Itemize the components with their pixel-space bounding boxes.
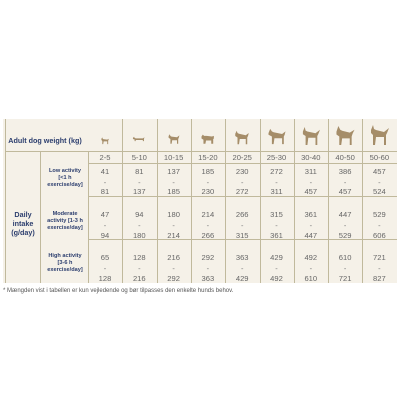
range-dash: - [103, 221, 107, 230]
medium-dog-icon [228, 123, 256, 150]
moderate-activity-line-2: activity [1-3 h [47, 218, 83, 224]
intake-max-value: 457 [338, 187, 352, 196]
row-divider-1 [88, 196, 397, 197]
intake-max-value: 214 [167, 231, 180, 240]
column-divider [328, 119, 329, 283]
intake-max-value: 721 [338, 274, 352, 283]
intake-max-value: 81 [100, 187, 110, 196]
intake-max-value: 266 [201, 231, 215, 240]
daily-intake-label: Daily intake (g/day) [11, 210, 35, 237]
intake-max-value: 311 [270, 187, 283, 196]
high-activity-label [41, 253, 89, 274]
intake-max-value: 361 [270, 231, 283, 240]
intake-max-value: 94 [100, 231, 110, 240]
column-divider [362, 119, 363, 283]
intake-min-value: 65 [100, 253, 110, 262]
column-divider [294, 119, 295, 283]
dachshund-icon [125, 123, 153, 150]
intake-max-value: 185 [167, 187, 180, 196]
range-dash: - [378, 178, 381, 187]
column-divider [260, 119, 261, 283]
moderate-activity-line-1: Moderate [52, 211, 78, 217]
range-dash: - [343, 264, 347, 273]
intake-min-value: 361 [304, 210, 318, 219]
weight-label: Adult dog weight (kg) [8, 136, 82, 145]
intake-min-value: 180 [167, 210, 180, 219]
range-dash: - [275, 221, 278, 230]
intake-min-value: 292 [201, 253, 215, 262]
intake-max-value: 180 [132, 231, 146, 240]
shepherd-icon [331, 123, 359, 150]
range-dash: - [343, 221, 347, 230]
low-activity-line-3: exercise/day] [47, 182, 83, 188]
intake-min-value: 216 [167, 253, 180, 262]
range-dash: - [378, 264, 381, 273]
low-activity-line-1: Low activity [48, 168, 82, 174]
weight-range-label: 25-30 [266, 153, 287, 162]
intake-max-value: 429 [235, 274, 249, 283]
intake-max-value: 230 [201, 187, 215, 196]
column-divider [122, 119, 123, 283]
intake-min-value: 610 [338, 253, 352, 262]
intake-min-value: 457 [373, 167, 386, 176]
low-activity-line-2: [<1 h [58, 175, 72, 181]
intake-max-value: 457 [304, 187, 318, 196]
weight-range-label: 2-5 [99, 153, 111, 162]
intake-min-value: 94 [135, 210, 144, 219]
intake-max-value: 447 [304, 231, 318, 240]
range-dash: - [275, 264, 278, 273]
intake-min-value: 230 [235, 167, 249, 176]
intake-min-value: 311 [304, 167, 317, 176]
intake-min-value: 81 [135, 167, 144, 176]
moderate-activity-label [41, 211, 89, 232]
intake-min-value: 272 [270, 167, 283, 176]
small-dog-icon [91, 123, 119, 150]
intake-min-value: 429 [270, 253, 283, 262]
range-dash: - [240, 264, 244, 273]
intake-min-value: 41 [100, 167, 110, 176]
range-dash: - [309, 264, 313, 273]
range-dash: - [206, 221, 210, 230]
intake-max-value: 363 [201, 274, 215, 283]
column-divider [191, 119, 192, 283]
greyhound-icon [297, 123, 325, 150]
intake-max-value: 827 [373, 274, 386, 283]
intake-min-value: 137 [167, 167, 180, 176]
intake-min-value: 47 [100, 210, 110, 219]
high-activity-line-2: [3-6 h [57, 260, 73, 266]
weight-range-label: 40-50 [335, 153, 355, 162]
range-dash: - [309, 221, 313, 230]
intake-max-value: 216 [132, 274, 146, 283]
intake-min-value: 315 [270, 210, 283, 219]
moderate-activity-line-3: exercise/day] [47, 225, 83, 231]
intake-min-value: 492 [304, 253, 318, 262]
range-dash: - [240, 178, 244, 187]
intake-max-value: 272 [235, 187, 249, 196]
intake-min-value: 386 [338, 167, 352, 176]
intake-max-value: 315 [235, 231, 249, 240]
intake-max-value: 606 [373, 231, 386, 240]
intake-min-value: 447 [338, 210, 352, 219]
range-dash: - [275, 178, 278, 187]
intake-max-value: 128 [98, 274, 112, 283]
weight-range-label: 10-15 [163, 153, 184, 162]
intake-min-value: 185 [201, 167, 215, 176]
intake-max-value: 137 [132, 187, 146, 196]
bulldog-icon [194, 123, 222, 150]
range-dash: - [138, 264, 141, 273]
weight-range-label: 15-20 [198, 153, 218, 162]
intake-max-value: 610 [304, 274, 318, 283]
range-dash: - [172, 221, 175, 230]
range-dash: - [138, 178, 141, 187]
low-activity-label [41, 168, 89, 189]
weight-range-label: 20-25 [232, 153, 252, 162]
intake-min-value: 363 [235, 253, 249, 262]
large-dog-icon [263, 123, 291, 150]
high-activity-line-1: High activity [48, 253, 82, 259]
range-dash: - [309, 178, 313, 187]
intake-max-value: 529 [338, 231, 352, 240]
range-dash: - [240, 221, 244, 230]
weight-range-label: 50-60 [369, 153, 390, 162]
range-dash: - [103, 178, 107, 187]
intake-min-value: 214 [201, 210, 215, 219]
great-dane-icon [365, 123, 393, 150]
weight-range-label: 30-40 [301, 153, 321, 162]
intake-min-value: 529 [373, 210, 386, 219]
column-divider [225, 119, 226, 283]
header-divider [5, 151, 397, 152]
range-dash: - [378, 221, 381, 230]
left-border [5, 119, 6, 283]
feeding-table [3, 119, 397, 283]
intake-max-value: 292 [167, 274, 180, 283]
intake-min-value: 128 [132, 253, 146, 262]
range-dash: - [206, 178, 210, 187]
intake-max-value: 524 [373, 187, 386, 196]
range-dash: - [172, 264, 175, 273]
range-divider [88, 163, 397, 164]
intake-min-value: 721 [373, 253, 386, 262]
range-dash: - [343, 178, 347, 187]
column-divider [157, 119, 158, 283]
range-dash: - [206, 264, 210, 273]
terrier-icon [160, 123, 188, 150]
footnote: * Mængden vist i tabellen er kun vejledende og bør tilpasses den enkelte hunds behov. [3, 288, 234, 294]
range-dash: - [138, 221, 141, 230]
weight-range-label: 5-10 [131, 153, 147, 162]
intake-max-value: 492 [270, 274, 283, 283]
range-dash: - [172, 178, 175, 187]
range-dash: - [103, 264, 107, 273]
intake-min-value: 266 [235, 210, 249, 219]
high-activity-line-3: exercise/day] [47, 267, 83, 273]
